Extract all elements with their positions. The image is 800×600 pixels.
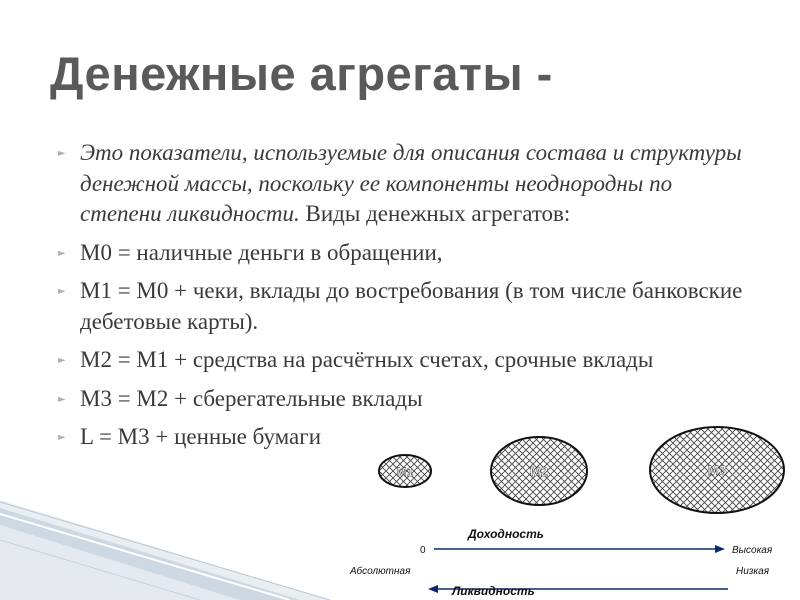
circle-m2 bbox=[491, 437, 587, 505]
aggregate-list bbox=[58, 138, 758, 461]
l-text: L = М3 + ценные бумаги bbox=[80, 424, 322, 449]
definition-bullet bbox=[58, 138, 758, 230]
circle-m1-label: M1 bbox=[396, 465, 414, 479]
definition-text: Это показатели, используемые для описания состава и структуры денежной массы, поскольку ее компоненты неоднородны по степени ликвидности. bbox=[80, 140, 742, 226]
corner-decoration bbox=[0, 500, 330, 600]
slide-title: Денежные агрегаты - bbox=[50, 47, 553, 100]
circle-m3 bbox=[650, 427, 784, 513]
m2-bullet bbox=[58, 345, 758, 376]
m2-text: М2 = М1 + средства на расчётных счетах, срочные вклады bbox=[80, 347, 654, 372]
m3-text: М3 = М2 + сберегательные вклады bbox=[80, 385, 423, 411]
liquidity-label: Ликвидность bbox=[452, 584, 535, 598]
liquidity-start-label: Абсолютная bbox=[350, 566, 411, 577]
definition-tail: Виды денежных агрегатов: bbox=[299, 201, 571, 226]
income-label: Доходность bbox=[468, 527, 544, 541]
aggregates-diagram bbox=[330, 415, 795, 600]
bullet-arrow-icon: ► bbox=[58, 393, 66, 405]
bullet-arrow-icon: ► bbox=[58, 432, 66, 443]
circle-m2-label: M2 bbox=[529, 464, 549, 479]
liquidity-end-label: Низкая bbox=[736, 566, 770, 577]
m1-text: М1 = М0 + чеки, вклады до востребования (в том числе банковские дебетовые карты). bbox=[80, 278, 743, 334]
income-end-label: Высокая bbox=[732, 545, 773, 556]
m1-bullet bbox=[58, 276, 758, 337]
bullet-arrow-icon: ► bbox=[58, 247, 66, 259]
bullet-arrow-icon: ► bbox=[58, 355, 66, 366]
liquidity-arrow-head-icon bbox=[428, 585, 438, 593]
circle-m1 bbox=[379, 455, 431, 487]
m0-bullet bbox=[58, 238, 758, 269]
income-arrow-head-icon bbox=[715, 545, 725, 553]
bullet-arrow-icon: ► bbox=[58, 286, 66, 297]
bullet-arrow-icon: ► bbox=[58, 148, 66, 159]
income-start-label: 0 bbox=[420, 545, 426, 556]
m3-bullet bbox=[58, 384, 758, 415]
m0-text: М0 = наличные деньги в обращении, bbox=[80, 239, 443, 265]
circle-m3-label: M3 bbox=[707, 462, 727, 478]
